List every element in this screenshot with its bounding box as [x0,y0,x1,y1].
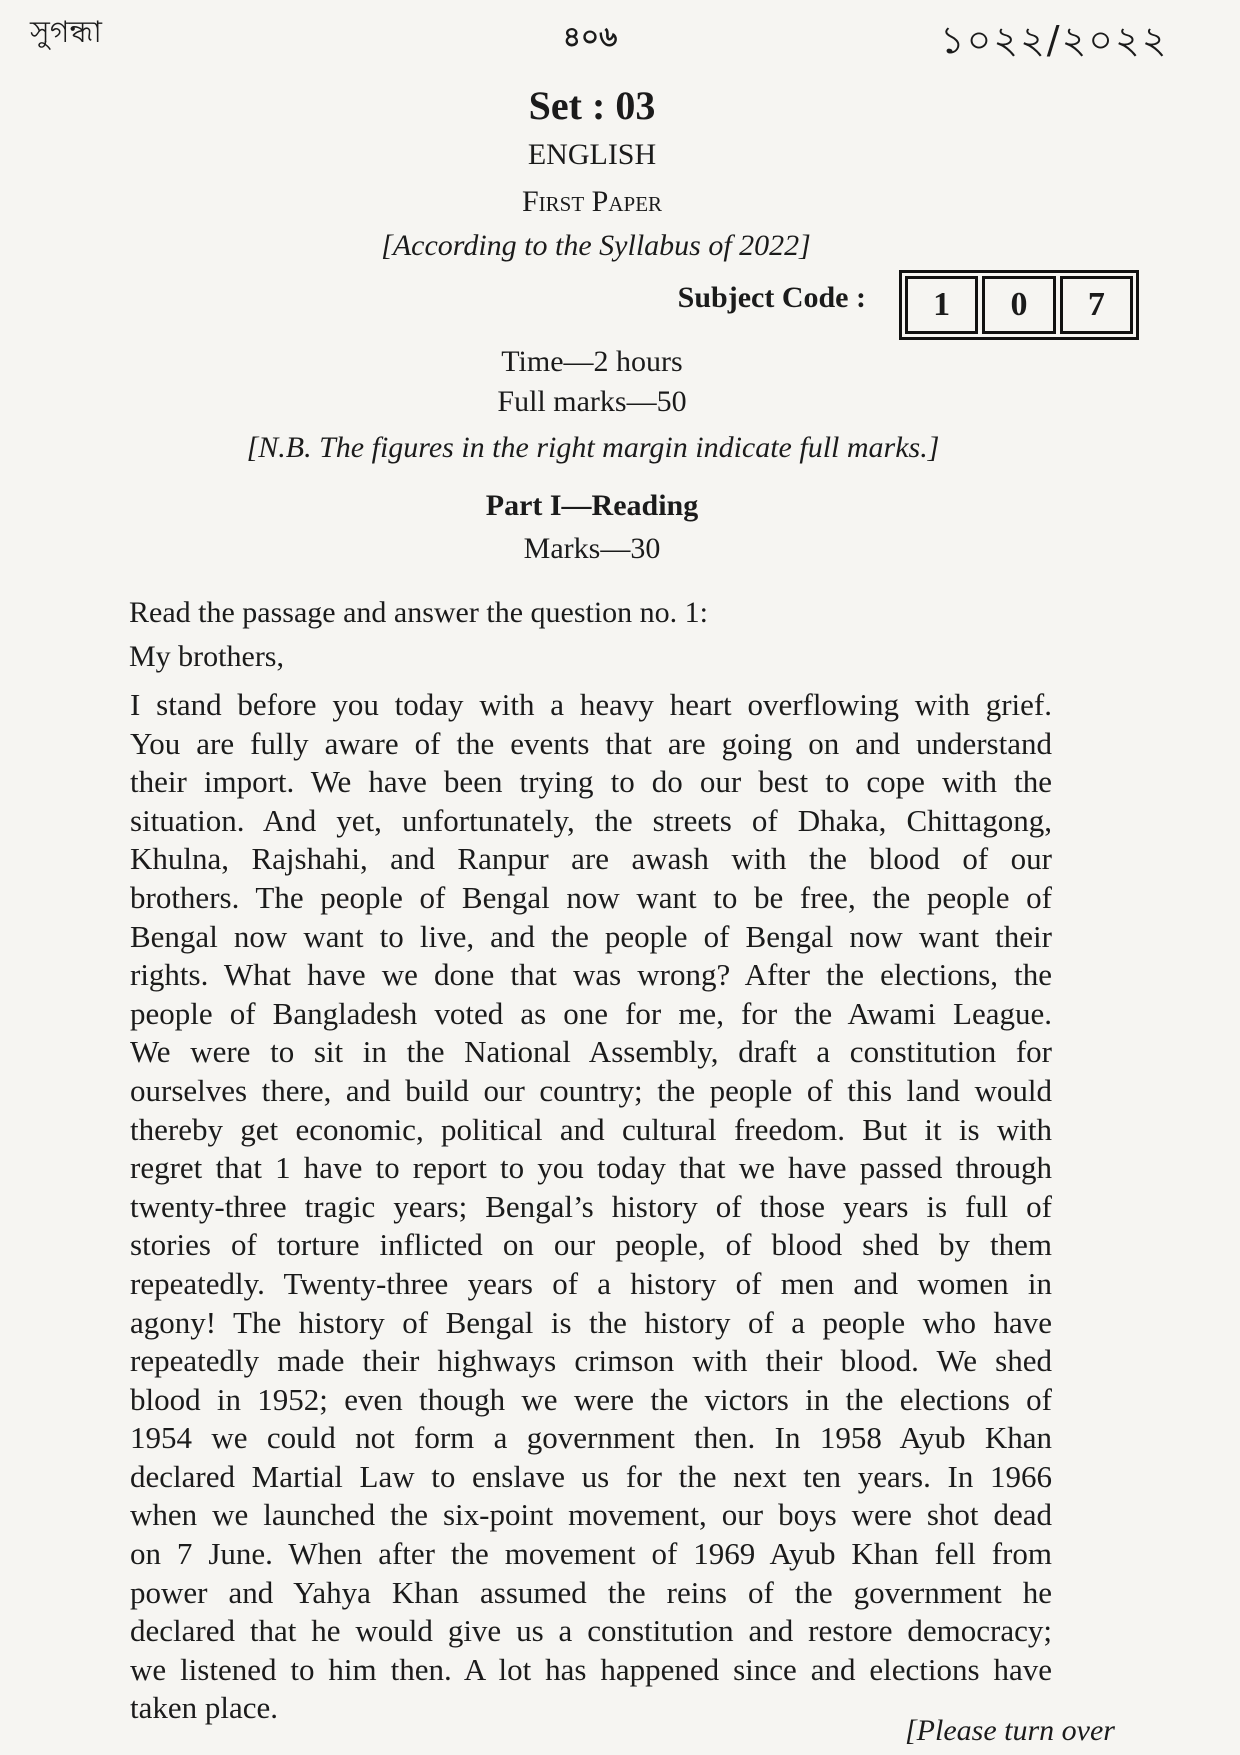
nb-note: [N.B. The figures in the right margin indicate full marks.] [246,431,940,464]
subject-title: ENGLISH [527,138,657,171]
passage-line: people of Bangladesh voted as one for me, for the Awami League. [130,995,1052,1031]
passage-line: situation. And yet, unfortunately, the streets of Dhaka, Chittagong, [130,802,1052,838]
full-marks: Full marks—50 [497,385,687,418]
passage-line: blood in 1952; even though we were the victors in the elections of [130,1381,1052,1417]
paper-title: First Paper [521,185,663,218]
subject-code-digit: 0 [982,276,1055,334]
passage-line: repeatedly made their highways crimson with their blood. We shed [130,1343,1052,1379]
time-allowed: Time—2 hours [501,345,683,378]
passage-line: declared Martial Law to enslave us for the next ten years. In 1966 [130,1458,1052,1494]
passage-line: Khulna, Rajshahi, and Ranpur are awash with the blood of our [130,841,1052,877]
passage-line: I stand before you today with a heavy heart overflowing with grief. [130,687,1052,722]
passage-line: when we launched the six-point movement, our boys were shot dead [130,1497,1052,1533]
passage-line: ourselves there, and build our country; the people of this land would [130,1072,1052,1108]
passage-line: twenty-three tragic years; Bengal’s history of those years is full of [130,1188,1052,1224]
passage-line: We were to sit in the National Assembly, draft a constitution for [130,1034,1052,1070]
part-title: Part I—Reading [485,489,699,522]
passage-line: we listened to him then. A lot has happened since and elections have [130,1651,1052,1687]
passage-body [130,686,1052,1728]
turn-over-note: [Please turn over [905,1714,1115,1747]
passage-line: repeatedly. Twenty-three years of a history of men and women in [130,1265,1052,1301]
publisher-mark: সুগন্ধা [30,15,102,50]
passage-line: thereby get economic, political and cultural freedom. But it is with [130,1111,1052,1147]
set-title: Set : 03 [528,83,656,128]
passage-instruction: Read the passage and answer the question no. 1: [129,596,709,629]
subject-code-digit: 1 [905,276,978,334]
part-marks: Marks—30 [523,532,661,565]
passage-line: You are fully aware of the events that are going on and understand [130,725,1052,761]
page-number: ৪০৬ [562,20,618,53]
year-code: ১০২২/২০২২ [940,18,1169,62]
passage-line: rights. What have we done that was wrong? After the elections, the [130,957,1052,993]
subject-code-box [899,270,1139,340]
passage-line: 1954 we could not form a government then. In 1958 Ayub Khan [130,1420,1052,1456]
passage-line: taken place. [130,1690,279,1726]
syllabus-note: [According to the Syllabus of 2022] [381,229,811,262]
passage-line: Bengal now want to live, and the people of Bengal now want their [130,918,1052,954]
subject-code-digit: 7 [1060,276,1133,334]
passage-line: declared that he would give us a constitution and restore democracy; [130,1613,1052,1649]
passage-line: on 7 June. When after the movement of 1969 Ayub Khan fell from [130,1536,1052,1572]
subject-code-label: Subject Code : [677,281,866,314]
passage-line: their import. We have been trying to do our best to cope with the [130,764,1052,800]
passage-line: power and Yahya Khan assumed the reins of the government he [130,1574,1052,1610]
passage-salutation: My brothers, [129,640,284,673]
passage-line: brothers. The people of Bengal now want to be free, the people of [130,879,1052,915]
passage-line: regret that 1 have to report to you today that we have passed through [130,1150,1052,1186]
passage-line: agony! The history of Bengal is the history of a people who have [130,1304,1052,1340]
passage-line: stories of torture inflicted on our people, of blood shed by them [130,1227,1052,1263]
